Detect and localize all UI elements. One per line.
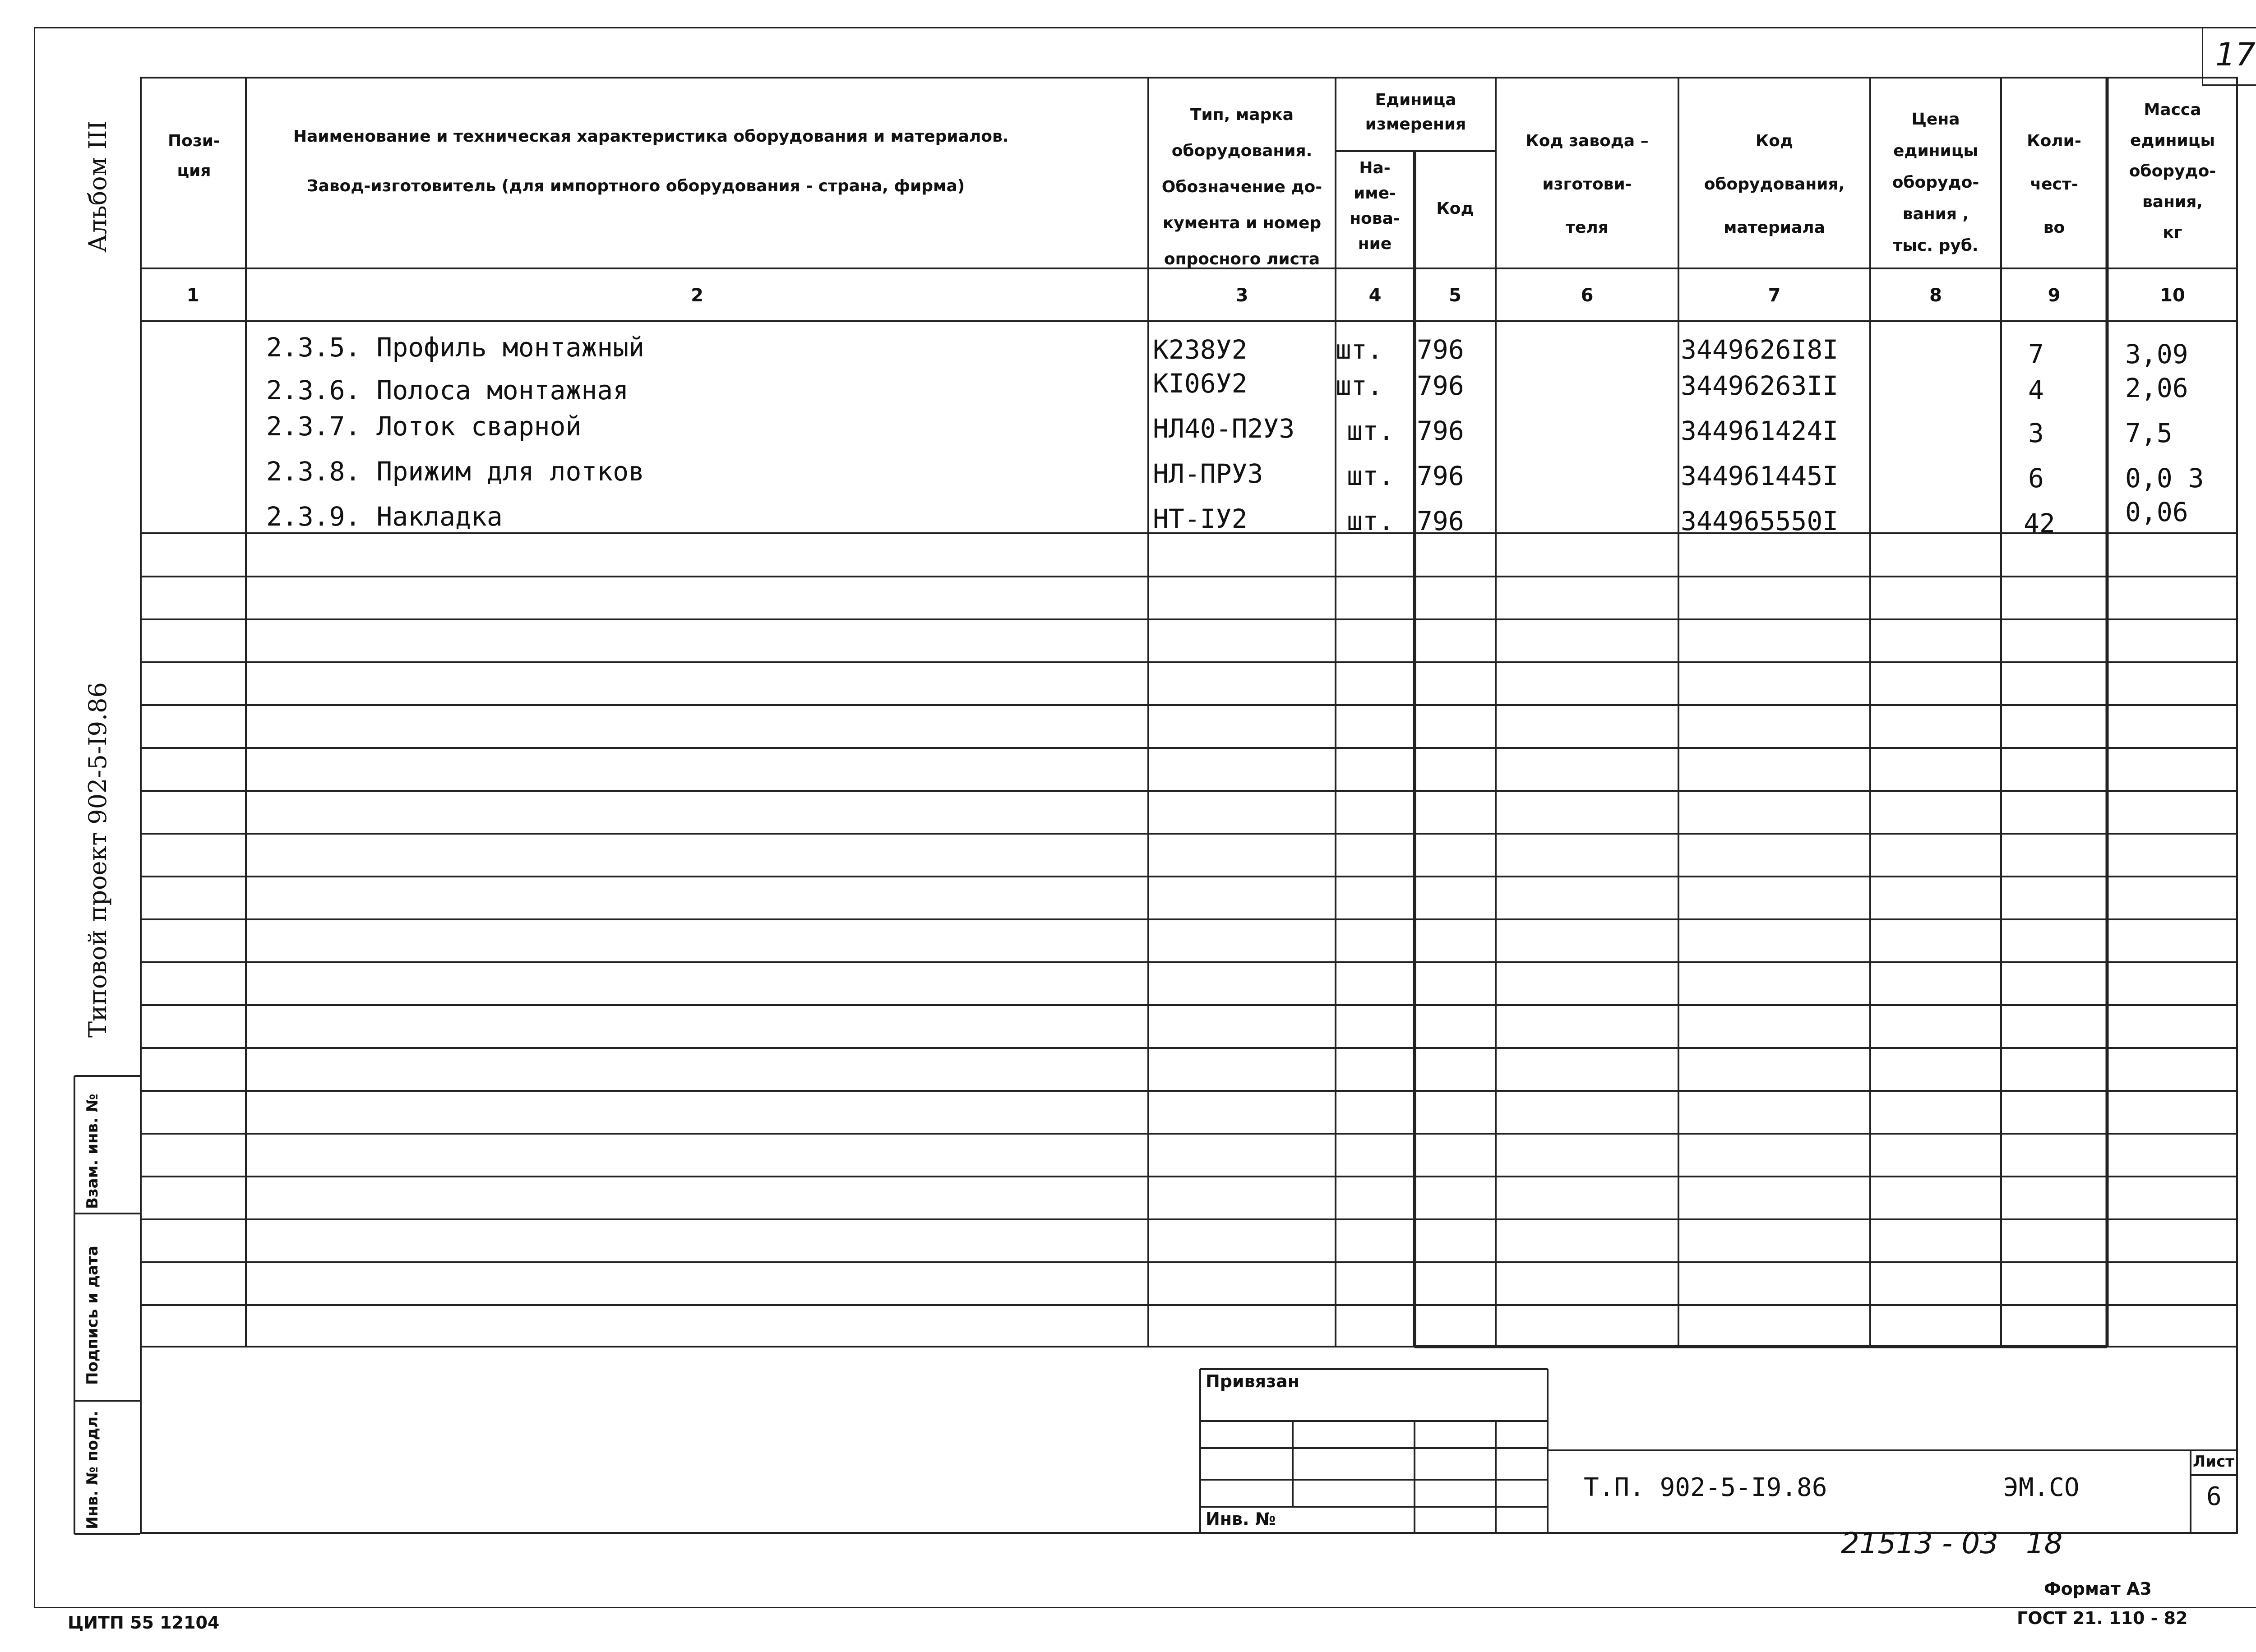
row-unit: шт.: [1347, 461, 1394, 491]
side-podpis: Подпись и дата: [83, 1246, 102, 1385]
col-num-5: 5: [1449, 285, 1461, 306]
col-num-4: 4: [1368, 285, 1382, 306]
row-mass: 7,5: [2125, 418, 2173, 448]
header-quantity: Коли- чест- во: [2027, 132, 2081, 237]
col-num-9: 9: [2048, 285, 2061, 306]
row-material-code: 3449626I8I: [1681, 334, 1839, 365]
row-unit: шт.: [1336, 334, 1383, 365]
row-mass: 2,06: [2125, 373, 2188, 403]
col-num-2: 2: [691, 285, 703, 306]
row-material-code: 34496263II: [1681, 370, 1839, 401]
col-num-1: 1: [186, 285, 199, 306]
stamp-mark: ЭМ.СО: [2003, 1473, 2080, 1502]
row-name: 2.3.6. Полоса монтажная: [266, 375, 629, 406]
row-qty: 3: [2028, 418, 2044, 448]
header-price: Цена единицы оборудо- вания , тыс. руб.: [1892, 110, 1979, 255]
stamp-inv-no: Инв. №: [1206, 1509, 1276, 1529]
header-mass: Масса единицы оборудо- вания, кг: [2129, 101, 2216, 242]
header-name-line1: Наименование и техническая характеристика оборудования и материалов.: [293, 127, 1009, 146]
side-inv-podl: Инв. № подл.: [83, 1410, 102, 1529]
row-code: 796: [1417, 370, 1464, 401]
row-mass: 0,0 3: [2125, 463, 2204, 494]
row-mass: 0,06: [2125, 497, 2188, 527]
row-type: НТ-IУ2: [1153, 503, 1248, 534]
header-material-code: Код оборудования, материала: [1704, 132, 1845, 237]
header-unit-group: Единица измерения: [1365, 91, 1466, 134]
row-material-code: 344961445I: [1681, 461, 1839, 491]
row-name: 2.3.8. Прижим для лотков: [266, 456, 645, 487]
col-num-7: 7: [1768, 285, 1781, 306]
row-name: 2.3.7. Лоток сварной: [266, 411, 582, 442]
row-type: КI06У2: [1153, 368, 1248, 399]
handwritten-code: 21513 - 03 18: [1841, 1527, 2063, 1560]
header-pozitsiya: Пози- ция: [168, 132, 220, 180]
header-factory-code: Код завода – изготови- теля: [1526, 132, 1649, 237]
row-code: 796: [1417, 415, 1464, 446]
col-num-3: 3: [1235, 285, 1248, 306]
col-num-10: 10: [2160, 285, 2185, 306]
row-code: 796: [1417, 334, 1464, 365]
row-type: НЛ40-П2У3: [1153, 413, 1295, 444]
stamp-privyazan: Привязан: [1206, 1371, 1300, 1391]
row-code: 796: [1417, 461, 1464, 491]
row-unit: шт.: [1347, 506, 1394, 536]
row-qty: 7: [2028, 339, 2044, 369]
row-qty: 42: [2024, 508, 2055, 539]
row-unit: шт.: [1336, 370, 1383, 401]
col-num-6: 6: [1581, 285, 1594, 306]
stamp-sheet-value: 6: [2206, 1482, 2222, 1511]
row-type: К238У2: [1153, 334, 1248, 365]
header-name-line2: Завод-изготовитель (для импортного оборудования - страна, фирма): [307, 177, 965, 195]
stamp-sheet-label: Лист: [2193, 1453, 2234, 1471]
row-code: 796: [1417, 506, 1464, 536]
side-vzam: Взам. инв. №: [83, 1094, 102, 1209]
header-unit-code: Код: [1436, 199, 1474, 218]
col-num-8: 8: [1929, 285, 1942, 306]
tsitp-label: ЦИТП 55 12104: [68, 1613, 220, 1633]
stamp-designation: Т.П. 902-5-I9.86: [1584, 1473, 1827, 1502]
row-name: 2.3.5. Профиль монтажный: [266, 332, 645, 363]
page-number: 17: [2215, 36, 2256, 73]
row-name: 2.3.9. Накладка: [266, 501, 503, 532]
row-qty: 6: [2028, 463, 2044, 494]
row-qty: 4: [2028, 375, 2044, 406]
row-unit: шт.: [1347, 415, 1394, 446]
side-project: Типовой проект 902-5-I9.86: [83, 682, 112, 1038]
row-type: НЛ-ПРУ3: [1153, 458, 1263, 489]
row-mass: 3,09: [2125, 339, 2188, 369]
header-unit-name: На- име- нова- ние: [1350, 159, 1400, 253]
side-album: Альбом III: [83, 120, 112, 253]
row-material-code: 344965550I: [1681, 506, 1839, 536]
header-type: Тип, марка оборудования. Обозначение до- кумента и номер опросного листа: [1161, 106, 1322, 268]
format-label: Формат А3: [2044, 1579, 2152, 1599]
row-material-code: 344961424I: [1681, 415, 1839, 446]
gost-label: ГОСТ 21. 110 - 82: [2017, 1608, 2188, 1628]
